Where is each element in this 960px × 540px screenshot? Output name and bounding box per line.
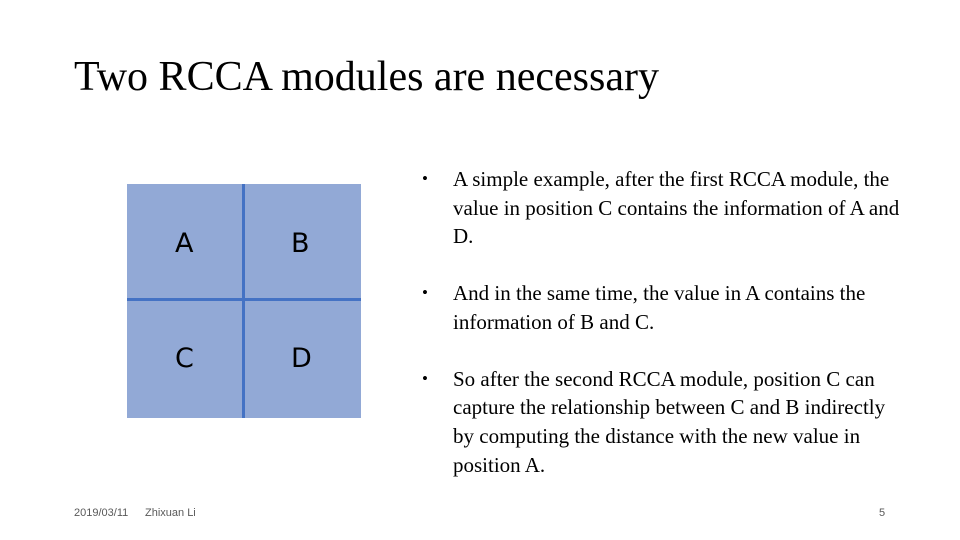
- page-number: 5: [879, 507, 886, 519]
- grid-horizontal-divider: [127, 298, 361, 301]
- bullet-marker: •: [422, 169, 428, 188]
- position-grid: [127, 184, 361, 418]
- slide-title: Two RCCA modules are necessary: [74, 54, 659, 100]
- grid-cell-d-label: D: [291, 343, 312, 374]
- bullet-marker: •: [422, 283, 428, 303]
- grid-vertical-divider: [242, 184, 245, 418]
- bullet-text: A simple example, after the first RCCA module, the value in position C contains the information of A and D.: [453, 167, 900, 249]
- bullet-item: [422, 165, 900, 251]
- bullet-item: [422, 279, 900, 336]
- bullet-item: [422, 365, 900, 480]
- footer-author: Zhixuan Li: [145, 507, 196, 519]
- bullet-list: [422, 165, 900, 507]
- bullet-text: And in the same time, the value in A contains the information of B and C.: [453, 281, 866, 334]
- grid-cell-b-label: B: [291, 228, 310, 259]
- footer-date: 2019/03/11: [74, 507, 129, 519]
- grid-cell-c-label: C: [175, 343, 194, 374]
- bullet-text: So after the second RCCA module, position C can capture the relationship between C and B indirectly by computing the distance with the new value in position A.: [453, 366, 886, 477]
- bullet-marker: •: [422, 368, 428, 388]
- grid-cell-a-label: A: [175, 228, 194, 259]
